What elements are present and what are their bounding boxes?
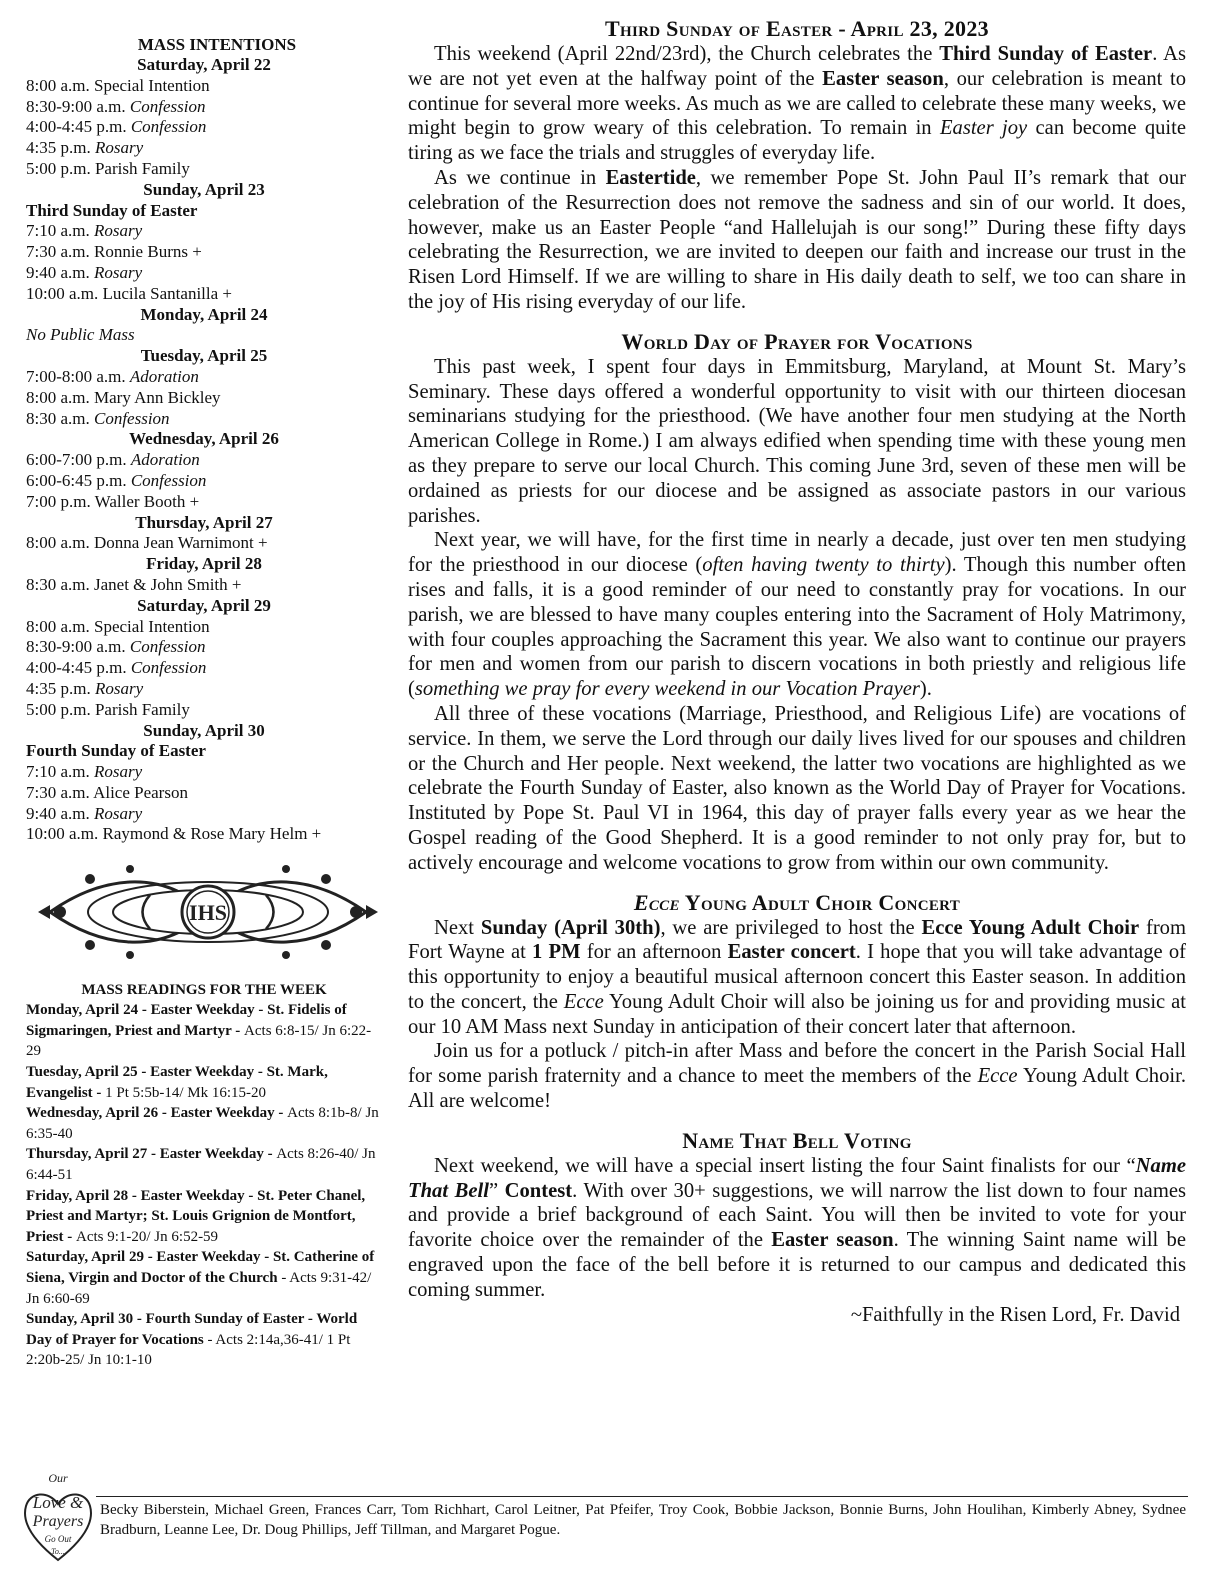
readings-title: MASS READINGS FOR THE WEEK bbox=[81, 982, 327, 999]
intention-text: Confession bbox=[130, 117, 207, 137]
intention-text: Adoration bbox=[130, 450, 200, 470]
intention-time: 9:40 a.m. bbox=[26, 262, 94, 282]
emphasis: Sunday (April 30th) bbox=[480, 916, 661, 939]
intention-entry bbox=[26, 804, 382, 825]
intention-time: 10:00 a.m. bbox=[26, 283, 103, 303]
section-title: Ecce Young Adult Choir Concert bbox=[633, 889, 961, 915]
intention-text: Rosary bbox=[94, 803, 143, 823]
intention-text: Rosary bbox=[94, 221, 143, 241]
intention-text: Confession bbox=[129, 637, 206, 657]
intention-time: 4:35 p.m. bbox=[26, 678, 95, 698]
intention-entry bbox=[26, 492, 382, 513]
intention-time: 9:40 a.m. bbox=[26, 803, 94, 823]
reading-day: Wednesday, April 26 - Easter Weekday - bbox=[26, 1105, 288, 1122]
intention-entry bbox=[26, 284, 382, 305]
readings-list bbox=[26, 1000, 382, 1371]
reading-item bbox=[26, 1062, 382, 1103]
intention-text: Rosary bbox=[94, 762, 143, 782]
intention-time: 7:10 a.m. bbox=[26, 762, 94, 782]
emphasis: something we pray for every weekend in our Vocation Prayer bbox=[414, 678, 920, 701]
logo-line: Go Out bbox=[44, 1534, 72, 1544]
intention-text: Special Intention bbox=[94, 616, 210, 636]
intention-text: Janet & John Smith + bbox=[94, 574, 242, 594]
intention-text: No Public Mass bbox=[26, 325, 135, 345]
emphasis: Easter joy bbox=[939, 117, 1028, 140]
day-heading: Saturday, April 22 bbox=[137, 55, 271, 74]
intention-entry bbox=[26, 471, 382, 492]
reading-item bbox=[26, 1000, 382, 1062]
intention-entry bbox=[26, 367, 382, 388]
intention-time: 6:00-6:45 p.m. bbox=[26, 470, 131, 490]
intention-time: 5:00 p.m. bbox=[26, 699, 95, 719]
reading-day: Thursday, April 27 - Easter Weekday - bbox=[26, 1146, 277, 1163]
intention-text: Rosary bbox=[94, 262, 143, 282]
section-title: Name That Bell Voting bbox=[682, 1127, 912, 1153]
reading-refs: Acts 8:1b-8/ Jn 6:35-40 bbox=[26, 1105, 379, 1142]
logo-line: Prayers bbox=[32, 1513, 84, 1530]
intention-time: 7:30 a.m. bbox=[26, 242, 94, 262]
intention-entry bbox=[26, 762, 382, 783]
reading-refs: Acts 9:1-20/ Jn 6:52-59 bbox=[75, 1228, 219, 1245]
ihs-ornament bbox=[30, 857, 386, 967]
logo-line: Our bbox=[48, 1471, 68, 1485]
intention-time: 7:30 a.m. bbox=[26, 782, 94, 802]
intention-text: Special Intention bbox=[94, 75, 210, 95]
intention-entry bbox=[26, 637, 382, 658]
reading-refs: Acts 6:8-15/ Jn 6:22-29 bbox=[26, 1022, 372, 1060]
intention-entry bbox=[26, 783, 382, 804]
intention-entry bbox=[26, 325, 382, 346]
intention-time: 10:00 a.m. bbox=[26, 824, 103, 844]
intention-entry bbox=[26, 388, 382, 409]
day-heading: Wednesday, April 26 bbox=[129, 429, 279, 449]
reading-refs: Acts 8:26-40/ Jn 6:44-51 bbox=[26, 1146, 376, 1184]
intention-time: 4:35 p.m. bbox=[26, 138, 95, 158]
intention-entry bbox=[26, 700, 382, 721]
section-title: World Day of Prayer for Vocations bbox=[621, 328, 973, 354]
article-section bbox=[408, 42, 1186, 315]
reading-item bbox=[26, 1144, 382, 1185]
intention-time: 8:00 a.m. bbox=[26, 616, 94, 636]
intention-text: Parish Family bbox=[94, 699, 190, 719]
emphasis: Third Sunday of Easter bbox=[939, 43, 1153, 65]
article-section bbox=[408, 1128, 1186, 1303]
emphasis: Easter season bbox=[822, 67, 944, 90]
intention-entry bbox=[26, 221, 382, 242]
intention-entry bbox=[26, 117, 382, 138]
intention-text: Raymond & Rose Mary Helm + bbox=[102, 824, 322, 844]
reading-refs: 1 Pt 5:5b-14/ Mk 16:15-20 bbox=[105, 1084, 267, 1101]
intention-entry bbox=[26, 450, 382, 471]
paragraph: Join us for a potluck / pitch-in after Mass and before the concert in the Parish Social Hall for some parish fraternity and a chance to meet the members of the Ecce Young Adult Choir. All are welcome! bbox=[408, 1040, 1186, 1113]
logo-line: Love & bbox=[32, 1493, 84, 1512]
intention-text: Waller Booth + bbox=[94, 491, 200, 511]
intention-text: Confession bbox=[94, 408, 170, 428]
paragraph: All three of these vocations (Marriage, Priesthood, and Religious Life) are vocations of service. In them, we serve the Lord through our daily lives lived for our spouses and children or the Church and Her people. Next weekend, the latter two vocations are highlighted as we celebrate the Fourth Sunday of Easter, also known as the World Day of Prayer for Vocations. Instituted by Pope St. Paul VI in 1964, this day of prayer falls every year as we hear the Gospel reading of the Good Shepherd. It is a good reminder to not only pray for, but to actively encourage and welcome vocations to grow from within our own community. bbox=[408, 702, 1186, 874]
day-heading: Sunday, April 23 bbox=[143, 179, 265, 199]
intention-entry bbox=[26, 409, 382, 430]
intention-entry bbox=[26, 824, 382, 845]
love-and-prayers-logo bbox=[20, 1468, 96, 1568]
day-heading: Tuesday, April 25 bbox=[140, 346, 268, 366]
reading-day: Sunday, April 30 - Fourth Sunday of Easter - World Day of Prayer for Vocations bbox=[26, 1311, 358, 1348]
emphasis: Ecce Young Adult Choir bbox=[921, 916, 1140, 939]
intention-time: 8:30 a.m. bbox=[26, 408, 94, 428]
intention-text: Lucila Santanilla + bbox=[102, 283, 232, 303]
article-header: Third Sunday of Easter - April 23, 2023 bbox=[605, 16, 989, 41]
paragraph: As we continue in Eastertide, we remember Pope St. John Paul II’s remark that our celebration of the Resurrection does not remove the sadness and sin of our world. It does, however, make us an Easter People “and Hallelujah is our song!” During these fifty days celebrating the Resurrection, we are invited to deepen our faith and increase our trust in the Risen Lord Himself. If we are willing to share in His daily death to self, we too can share in the joy of His rising everyday of our life. bbox=[408, 166, 1186, 313]
day-heading: Thursday, April 27 bbox=[135, 512, 273, 532]
prayer-list: Becky Biberstein, Michael Green, Frances Carr, Tom Richhart, Carol Leitner, Pat Pfeifer, Troy Cook, Bobbie Jackson, Bonnie Burns, John Houlihan, Kimberly Abney, Sydnee Bradburn, Leanne Lee, Dr. Doug Phillips, Jeff Tillman, and Margaret Pogue. bbox=[100, 1502, 1186, 1538]
intention-entry bbox=[26, 263, 382, 284]
reading-refs: - Acts 2:14a,36-41/ 1 Pt 2:20b-25/ Jn 10:1-10 bbox=[26, 1331, 351, 1369]
emphasis: Ecce bbox=[633, 889, 680, 915]
intention-entry bbox=[26, 658, 382, 679]
intention-time: 6:00-7:00 p.m. bbox=[26, 450, 131, 470]
footer-rule bbox=[96, 1496, 1188, 1497]
signature: ~Faithfully in the Risen Lord, Fr. David bbox=[850, 1303, 1180, 1326]
reading-item bbox=[26, 1247, 382, 1309]
intention-text: Confession bbox=[130, 658, 207, 678]
intention-time: 7:00 p.m. bbox=[26, 491, 95, 511]
intention-text: Ronnie Burns + bbox=[94, 242, 202, 262]
intention-time: 8:00 a.m. bbox=[26, 75, 94, 95]
intention-time: 8:30-9:00 a.m. bbox=[26, 637, 130, 657]
intention-time: 8:00 a.m. bbox=[26, 387, 94, 407]
emphasis: Name That Bell bbox=[408, 1154, 1186, 1202]
mass-intentions-list bbox=[26, 55, 382, 845]
reading-item bbox=[26, 1103, 382, 1144]
intention-time: 4:00-4:45 p.m. bbox=[26, 658, 131, 678]
emphasis: often having twenty to thirty bbox=[702, 554, 945, 577]
intention-entry bbox=[26, 97, 382, 118]
emphasis: 1 PM bbox=[532, 941, 581, 964]
intention-entry bbox=[26, 617, 382, 638]
paragraph: Next weekend, we will have a special insert listing the four Saint finalists for our “Name That Bell” Contest. With over 30+ suggestions, we will narrow the list down to four names and provide a brief background of each Saint. You will then be invited to vote for your favorite choice over the remainder of the Easter season. The winning Saint name will be engraved upon the face of the bell before it is returned to our campus and dedicated this coming summer. bbox=[408, 1154, 1186, 1301]
emphasis: Easter season bbox=[771, 1229, 894, 1252]
emphasis: Eastertide bbox=[605, 166, 696, 189]
mass-intentions-title: MASS INTENTIONS bbox=[137, 35, 297, 54]
day-heading: Saturday, April 29 bbox=[137, 595, 271, 615]
intention-time: 8:30 a.m. bbox=[26, 574, 94, 594]
intention-time: 7:10 a.m. bbox=[26, 221, 94, 241]
article-section bbox=[408, 890, 1186, 1114]
reading-refs: - Acts 9:31-42/ Jn 6:60-69 bbox=[26, 1270, 372, 1307]
intention-time: 4:00-4:45 p.m. bbox=[26, 117, 131, 137]
right-column bbox=[408, 16, 1186, 1327]
intention-entry bbox=[26, 679, 382, 700]
article-section bbox=[408, 329, 1186, 876]
paragraph: Next Sunday (April 30th), we are privileged to host the Ecce Young Adult Choir from Fort Wayne at 1 PM for an afternoon Easter concert. I hope that you will take advantage of this opportunity to enjoy a beautiful musical afternoon concert this Easter season. In addition to the concert, the Ecce Young Adult Choir will also be joining us for and providing music at our 10 AM Mass next Sunday in anticipation of their concert later that afternoon. bbox=[408, 916, 1186, 1038]
intention-text: Confession bbox=[130, 470, 207, 490]
emphasis: Contest bbox=[504, 1179, 573, 1202]
intention-text: Mary Ann Bickley bbox=[94, 387, 221, 407]
day-heading: Friday, April 28 bbox=[146, 554, 262, 574]
reading-day: Monday, April 24 - Easter Weekday - St. Fidelis of Sigmaringen, Priest and Martyr - bbox=[26, 1002, 347, 1039]
day-heading: Monday, April 24 bbox=[140, 304, 268, 324]
reading-item bbox=[26, 1186, 382, 1248]
intention-time: 8:30-9:00 a.m. bbox=[26, 96, 130, 116]
intention-text: Adoration bbox=[129, 366, 199, 386]
emphasis: Ecce bbox=[563, 990, 604, 1013]
day-heading: Sunday, April 30 bbox=[143, 720, 265, 740]
intention-entry bbox=[26, 138, 382, 159]
intention-text: Donna Jean Warnimont + bbox=[94, 533, 268, 553]
intention-text: Rosary bbox=[94, 678, 144, 698]
day-subheading: Fourth Sunday of Easter bbox=[26, 741, 206, 761]
intention-entry bbox=[26, 159, 382, 180]
paragraph: This past week, I spent four days in Emmitsburg, Maryland, at Mount St. Mary’s Seminary. These days offered a wonderful opportunity to visit with our thirteen diocesan seminarians studying for the priesthood. (We have another four men studying at the North American College in Rome.) I am always edified when spending time with these young men as they prepare to serve our local Church. This coming June 3rd, seven of these men will be ordained as priests for our diocese and be assigned as associate pastors in our various parishes. bbox=[408, 355, 1186, 527]
reading-day: Friday, April 28 - Easter Weekday - St. Peter Chanel, Priest and Martyr; St. Louis Grignion de Montfort, Priest - bbox=[26, 1187, 366, 1245]
left-column bbox=[26, 34, 382, 1371]
intention-entry bbox=[26, 242, 382, 263]
ornament-text: IHS bbox=[189, 900, 227, 926]
emphasis: Ecce bbox=[977, 1065, 1018, 1088]
logo-line: To... bbox=[51, 1547, 65, 1556]
article-body bbox=[408, 42, 1186, 1303]
intention-text: Alice Pearson bbox=[93, 782, 188, 802]
reading-item bbox=[26, 1309, 382, 1371]
emphasis: Easter concert bbox=[727, 941, 856, 964]
reading-day: Saturday, April 29 - Easter Weekday - St. Catherine of Siena, Virgin and Doctor of the Church bbox=[26, 1249, 375, 1286]
intention-time: 8:00 a.m. bbox=[26, 533, 94, 553]
intention-entry bbox=[26, 76, 382, 97]
paragraph: Next year, we will have, for the first time in nearly a decade, just over ten men studying for the priesthood in our diocese (often having twenty to thirty). Though this number often rises and falls, it is a good reminder of our need to constantly pray for vocations. In our parish, we are blessed to have many couples entering into the Sacrament of Holy Matrimony, with four couples approaching the Sacrament this year. We also want to continue our prayers for men and women from our parish to discern vocations in both priestly and religious life (something we pray for every weekend in our Vocation Prayer). bbox=[408, 529, 1186, 701]
intention-text: Rosary bbox=[94, 138, 144, 158]
intention-text: Parish Family bbox=[94, 158, 190, 178]
intention-time: 5:00 p.m. bbox=[26, 158, 95, 178]
reading-day: Tuesday, April 25 - Easter Weekday - St. Mark, Evangelist - bbox=[26, 1064, 328, 1101]
paragraph: This weekend (April 22nd/23rd), the Church celebrates the Third Sunday of Easter. As we are not yet even at the halfway point of the Easter season, our celebration is meant to continue for several more weeks. As much as we are called to celebrate these many weeks, we might begin to grow weary of this celebration. To remain in Easter joy can become quite tiring as we face the trials and struggles of everyday life. bbox=[408, 43, 1187, 165]
intention-entry bbox=[26, 533, 382, 554]
intention-text: Confession bbox=[129, 96, 206, 116]
intention-time: 7:00-8:00 a.m. bbox=[26, 366, 130, 386]
intention-entry bbox=[26, 575, 382, 596]
day-subheading: Third Sunday of Easter bbox=[26, 200, 198, 220]
